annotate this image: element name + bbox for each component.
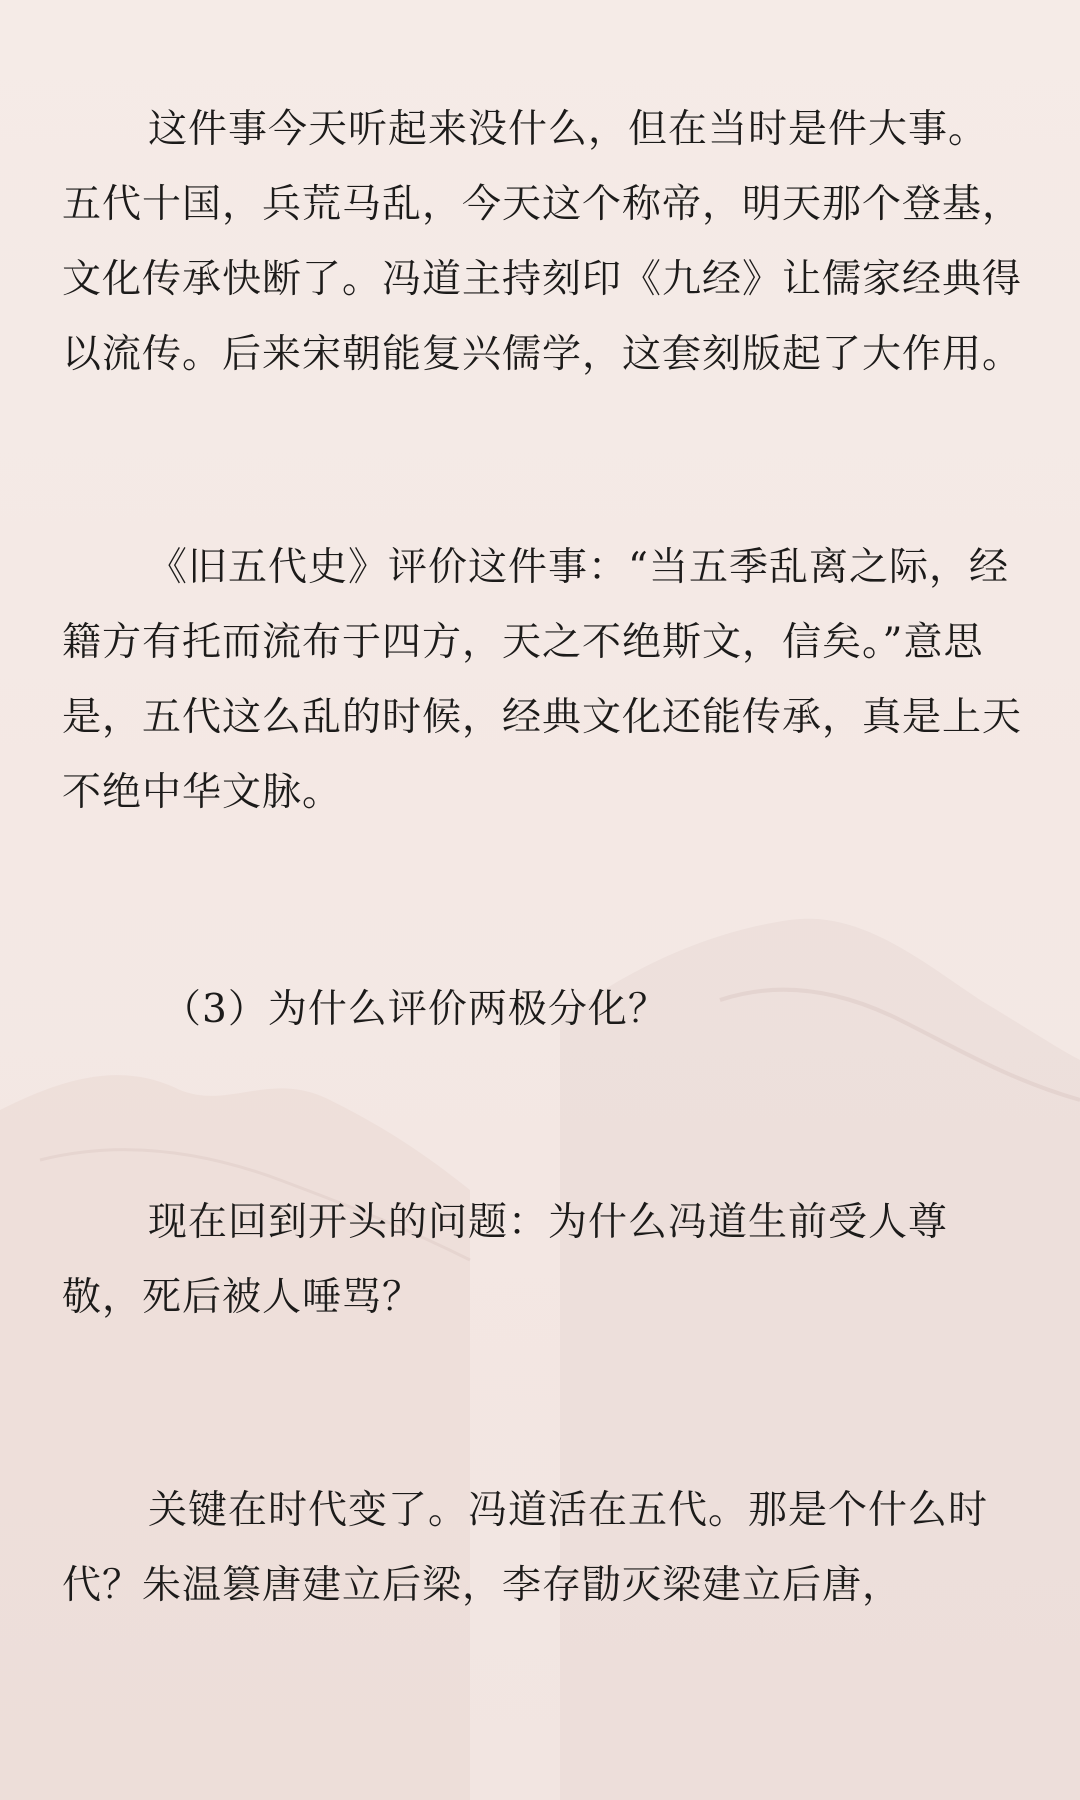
paragraph-jiujing-printing: 这件事今天听起来没什么，但在当时是件大事。五代十国，兵荒马乱，今天这个称帝，明天那个登基，文化传承快断了。冯道主持刻印《九经》让儒家经典得以流传。后来宋朝能复兴儒学，这套刻版起了大作用。 bbox=[62, 107, 1023, 377]
paragraph-old-five-dynasties-history: 《旧五代史》评价这件事：“当五季乱离之际，经籍方有托而流布于四方，天之不绝斯文，信矣。”意思是，五代这么乱的时候，经典文化还能传承，真是上天不绝中华文脉。 bbox=[62, 545, 1023, 815]
paragraph-question: 现在回到开头的问题：为什么冯道生前受人尊敬，死后被人唾骂？ bbox=[62, 1200, 949, 1320]
section-heading: （3）为什么评价两极分化？ bbox=[162, 987, 668, 1032]
paragraph-era-changed: 关键在时代变了。冯道活在五代。那是个什么时代？朱温篡唐建立后梁，李存勖灭梁建立后唐， bbox=[62, 1488, 989, 1608]
article-body bbox=[62, 92, 1022, 1623]
